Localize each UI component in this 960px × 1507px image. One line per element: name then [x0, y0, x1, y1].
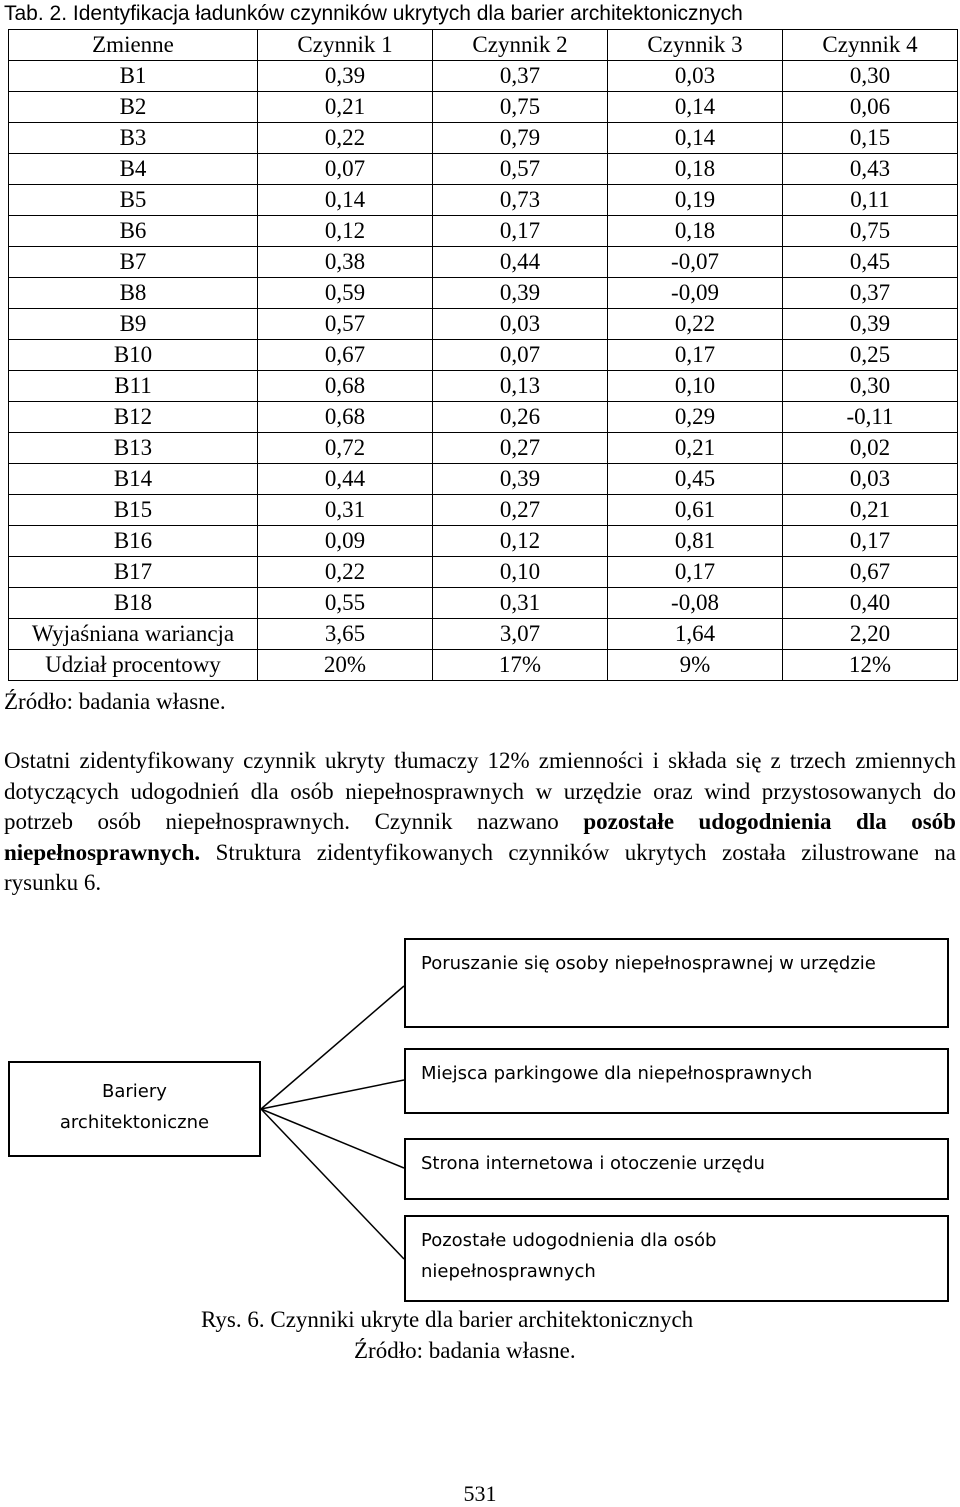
loading-cell: 0,30: [783, 61, 958, 92]
connector-to-factor-1: [261, 986, 404, 1109]
figure-source: Źródło: badania własne.: [354, 1338, 576, 1363]
loading-cell: 0,39: [258, 61, 433, 92]
loading-cell: 3,65: [258, 619, 433, 650]
variable-cell: B1: [9, 61, 258, 92]
variable-cell: B4: [9, 154, 258, 185]
variable-cell: B5: [9, 185, 258, 216]
loading-cell: -0,11: [783, 402, 958, 433]
loading-cell: 0,44: [258, 464, 433, 495]
loading-cell: 0,11: [783, 185, 958, 216]
loading-cell: 0,22: [258, 123, 433, 154]
loading-cell: 0,19: [608, 185, 783, 216]
loading-cell: 0,73: [433, 185, 608, 216]
loading-cell: 0,29: [608, 402, 783, 433]
loading-cell: 0,75: [433, 92, 608, 123]
loading-cell: 0,45: [783, 247, 958, 278]
paragraph-bold-factor-name: pozostałe udogodnienia dla osób niepełnosprawnych.: [4, 809, 956, 865]
factor-box-2: [404, 1048, 949, 1114]
loading-cell: 0,18: [608, 154, 783, 185]
loading-cell: 0,57: [258, 309, 433, 340]
loading-cell: 0,81: [608, 526, 783, 557]
connector-to-factor-2: [261, 1080, 404, 1109]
variable-cell: B11: [9, 371, 258, 402]
loading-cell: 0,03: [608, 61, 783, 92]
variable-cell: B8: [9, 278, 258, 309]
loading-cell: 0,44: [433, 247, 608, 278]
loading-cell: 0,02: [783, 433, 958, 464]
loading-cell: 0,26: [433, 402, 608, 433]
loading-cell: 0,31: [433, 588, 608, 619]
loading-cell: -0,07: [608, 247, 783, 278]
loading-cell: 0,17: [783, 526, 958, 557]
loading-cell: 12%: [783, 650, 958, 681]
variable-cell: B18: [9, 588, 258, 619]
loading-cell: 0,17: [608, 557, 783, 588]
loading-cell: 0,06: [783, 92, 958, 123]
loading-cell: 0,10: [608, 371, 783, 402]
variable-cell: Wyjaśniana wariancja: [9, 619, 258, 650]
connector-to-factor-3: [261, 1109, 404, 1168]
loading-cell: 0,17: [608, 340, 783, 371]
loading-cell: 0,27: [433, 495, 608, 526]
loading-cell: 0,59: [258, 278, 433, 309]
loading-cell: 0,67: [783, 557, 958, 588]
loading-cell: 0,57: [433, 154, 608, 185]
loading-cell: 0,07: [258, 154, 433, 185]
factor-2-label: Miejsca parkingowe dla niepełnosprawnych: [421, 1063, 813, 1084]
loading-cell: 0,39: [433, 278, 608, 309]
loading-cell: 0,21: [608, 433, 783, 464]
header-factor-1: Czynnik 1: [258, 30, 433, 61]
loading-cell: 0,68: [258, 402, 433, 433]
variable-cell: B15: [9, 495, 258, 526]
loading-cell: 0,39: [783, 309, 958, 340]
factor-box-1: [404, 938, 949, 1028]
variable-cell: B2: [9, 92, 258, 123]
loading-cell: 0,22: [608, 309, 783, 340]
figure-caption: Rys. 6. Czynniki ukryte dla barier architektonicznych: [201, 1307, 694, 1332]
loading-cell: 0,37: [433, 61, 608, 92]
loading-cell: 0,21: [258, 92, 433, 123]
header-factor-3: Czynnik 3: [608, 30, 783, 61]
loading-cell: 0,39: [433, 464, 608, 495]
loading-cell: 0,38: [258, 247, 433, 278]
loading-cell: 0,13: [433, 371, 608, 402]
loading-cell: 0,03: [433, 309, 608, 340]
table-source: Źródło: badania własne.: [4, 689, 226, 714]
loading-cell: 0,14: [608, 123, 783, 154]
loading-cell: 0,27: [433, 433, 608, 464]
loading-cell: -0,08: [608, 588, 783, 619]
loading-cell: 0,18: [608, 216, 783, 247]
loading-cell: 0,43: [783, 154, 958, 185]
header-factor-2: Czynnik 2: [433, 30, 608, 61]
factor-1-label: Poruszanie się osoby niepełnosprawnej w urzędzie: [421, 953, 876, 974]
loading-cell: 0,31: [258, 495, 433, 526]
loading-cell: 0,12: [258, 216, 433, 247]
variable-cell: B7: [9, 247, 258, 278]
variable-cell: B9: [9, 309, 258, 340]
factor-4-label-line-1: Pozostałe udogodnienia dla osób: [421, 1230, 717, 1251]
loading-cell: 0,12: [433, 526, 608, 557]
factor-box-3: [404, 1138, 949, 1200]
loading-cell: 2,20: [783, 619, 958, 650]
loading-cell: 0,10: [433, 557, 608, 588]
root-label-line-1: Bariery: [102, 1081, 167, 1102]
loading-cell: 0,22: [258, 557, 433, 588]
variable-cell: B13: [9, 433, 258, 464]
loading-cell: 0,55: [258, 588, 433, 619]
loading-cell: -0,09: [608, 278, 783, 309]
diagram-root-box: [8, 1061, 261, 1157]
variable-cell: B12: [9, 402, 258, 433]
loading-cell: 0,09: [258, 526, 433, 557]
variable-cell: B10: [9, 340, 258, 371]
loading-cell: 0,30: [783, 371, 958, 402]
loading-cell: 0,07: [433, 340, 608, 371]
factor-4-label-line-2: niepełnosprawnych: [421, 1261, 596, 1282]
loading-cell: 1,64: [608, 619, 783, 650]
loading-cell: 0,61: [608, 495, 783, 526]
variable-cell: B17: [9, 557, 258, 588]
loading-cell: 0,17: [433, 216, 608, 247]
loading-cell: 0,40: [783, 588, 958, 619]
loading-cell: 0,15: [783, 123, 958, 154]
paragraph-text-2: Struktura zidentyfikowanych czynników ukrytych została zilustrowane na rysunku 6.: [4, 839, 956, 895]
table-caption: Tab. 2. Identyfikacja ładunków czynników ukrytych dla barier architektonicznych: [4, 2, 743, 25]
factor-3-label: Strona internetowa i otoczenie urzędu: [421, 1153, 765, 1174]
factor-box-4: [404, 1215, 949, 1302]
loading-cell: 0,45: [608, 464, 783, 495]
variable-cell: Udział procentowy: [9, 650, 258, 681]
loading-cell: 0,25: [783, 340, 958, 371]
loading-cell: 9%: [608, 650, 783, 681]
loading-cell: 17%: [433, 650, 608, 681]
loading-cell: 0,03: [783, 464, 958, 495]
header-factor-4: Czynnik 4: [783, 30, 958, 61]
loading-cell: 0,79: [433, 123, 608, 154]
variable-cell: B14: [9, 464, 258, 495]
loading-cell: 0,72: [258, 433, 433, 464]
header-variables: Zmienne: [9, 30, 258, 61]
page-number: 531: [463, 1481, 497, 1506]
paragraph-text-1: Ostatni zidentyfikowany czynnik ukryty tłumaczy 12% zmienności i składa się z trzech zmiennych dotyczących udogodnień dla osób niepełnosprawnych w urzędzie oraz wind przystosowanych do potrzeb osób niepełnosprawnych. Czynnik nazwano: [4, 748, 956, 834]
loading-cell: 0,68: [258, 371, 433, 402]
root-label-line-2: architektoniczne: [59, 1112, 210, 1133]
loading-cell: 0,37: [783, 278, 958, 309]
variable-cell: B6: [9, 216, 258, 247]
variable-cell: B16: [9, 526, 258, 557]
loading-cell: 0,67: [258, 340, 433, 371]
loading-cell: 20%: [258, 650, 433, 681]
connector-to-factor-4: [261, 1109, 404, 1259]
loading-cell: 0,14: [258, 185, 433, 216]
variable-cell: B3: [9, 123, 258, 154]
loading-cell: 0,21: [783, 495, 958, 526]
loading-cell: 0,75: [783, 216, 958, 247]
loading-cell: 3,07: [433, 619, 608, 650]
loading-cell: 0,14: [608, 92, 783, 123]
